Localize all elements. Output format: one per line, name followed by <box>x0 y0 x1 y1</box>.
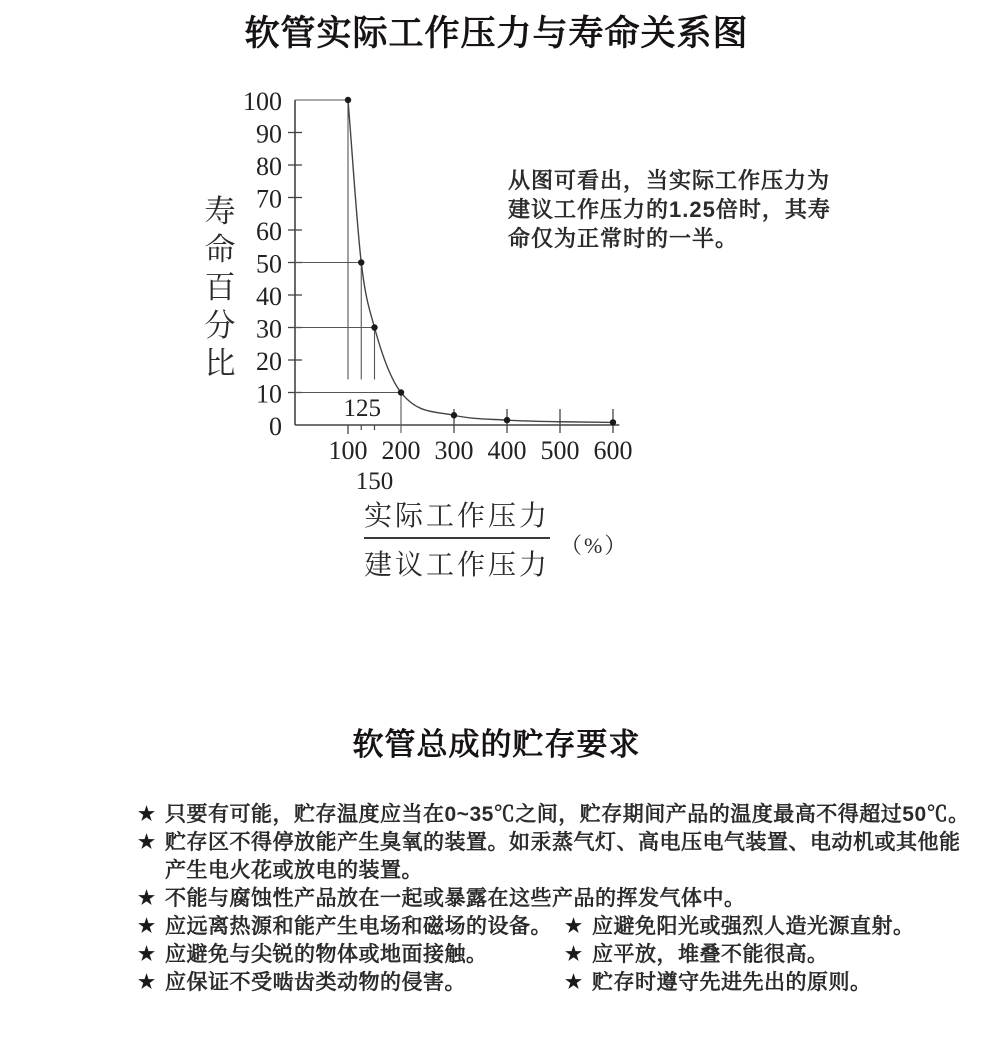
y-axis-title-char: 分 <box>204 308 236 343</box>
y-tick-label: 10 <box>256 379 282 409</box>
percent-unit: （%） <box>560 533 629 558</box>
star-bullet-icon: ★ <box>138 888 156 909</box>
y-tick-label: 50 <box>256 249 282 279</box>
data-point-dot <box>504 417 510 423</box>
bullet-text: 应保证不受啮齿类动物的侵害。 <box>165 971 466 994</box>
y-tick-label: 30 <box>256 314 282 344</box>
y-tick-label: 100 <box>243 87 282 116</box>
storage-requirements-list <box>138 801 970 997</box>
star-bullet-icon: ★ <box>565 944 583 965</box>
x-tick-label: 400 <box>487 436 527 465</box>
y-tick-label: 60 <box>256 217 282 246</box>
chart-canvas <box>180 80 700 550</box>
pressure-life-chart <box>180 80 700 550</box>
bullet-text: 贮存时遵守先进先出的原则。 <box>592 971 872 994</box>
list-item <box>138 829 961 856</box>
bullet-text: 应平放，堆叠不能很高。 <box>592 943 829 966</box>
annotation-line: 建议工作压力的1.25倍时，其寿 <box>508 197 831 222</box>
fraction-denominator: 建议工作压力 <box>364 550 551 581</box>
data-point-dot <box>358 259 364 265</box>
star-bullet-icon: ★ <box>138 916 156 937</box>
x-tick-label: 200 <box>381 436 421 465</box>
fraction-numerator: 实际工作压力 <box>364 501 551 532</box>
list-item-continuation <box>138 857 880 884</box>
fraction-bar <box>364 537 550 539</box>
bullet-text: 不能与腐蚀性产品放在一起或暴露在这些产品的挥发气体中。 <box>165 887 746 910</box>
y-tick-label: 90 <box>256 119 282 149</box>
list-item <box>565 941 915 968</box>
star-bullet-icon: ★ <box>565 916 583 937</box>
list-item <box>138 801 970 828</box>
pressure-ratio-label <box>362 494 628 583</box>
annotation-line: 从图可看出，当实际工作压力为 <box>508 168 831 193</box>
y-axis-title-char: 命 <box>204 232 236 267</box>
list-item <box>138 885 880 912</box>
y-tick-label: 20 <box>256 347 282 376</box>
x-tick-label: 100 <box>328 436 368 465</box>
list-item <box>138 913 565 940</box>
y-tick-label: 80 <box>256 152 282 181</box>
star-bullet-icon: ★ <box>138 972 156 993</box>
x-tick-label: 300 <box>434 436 474 465</box>
chart-annotation <box>508 166 908 253</box>
star-bullet-icon: ★ <box>138 804 156 825</box>
y-axis-title-char: 百 <box>204 270 236 305</box>
two-column-list <box>138 913 915 997</box>
storage-title: 软管总成的贮存要求 <box>352 727 641 762</box>
x-minor-tick-label: 150 <box>355 468 394 495</box>
bullet-text: 产生电火花或放电的装置。 <box>165 859 423 882</box>
page-title: 软管实际工作压力与寿命关系图 <box>244 14 749 53</box>
bullet-text: 只要有可能，贮存温度应当在0~35℃之间，贮存期间产品的温度最高不得超过50℃。 <box>165 803 970 826</box>
star-bullet-icon: ★ <box>138 832 156 853</box>
bullet-text: 应远离热源和能产生电场和磁场的设备。 <box>165 915 552 938</box>
list-item <box>565 913 915 940</box>
x-minor-tick-label: 125 <box>343 395 381 422</box>
list-item <box>138 969 565 996</box>
bullet-text: 应避免阳光或强烈人造光源直射。 <box>592 915 915 938</box>
star-bullet-icon: ★ <box>565 972 583 993</box>
pressure-ratio-fraction <box>362 494 552 583</box>
data-point-dot <box>451 412 457 418</box>
y-tick-label: 0 <box>269 412 282 441</box>
data-point-dot <box>345 97 351 103</box>
bullet-text: 应避免与尖锐的物体或地面接触。 <box>165 943 488 966</box>
data-point-dot <box>371 324 377 330</box>
list-item <box>565 969 915 996</box>
annotation-line: 命仅为正常时的一半。 <box>508 226 739 251</box>
y-tick-label: 70 <box>256 184 282 214</box>
x-tick-label: 600 <box>593 436 633 465</box>
star-bullet-icon: ★ <box>138 944 156 965</box>
bullet-text: 贮存区不得停放能产生臭氧的装置。如汞蒸气灯、高电压电气装置、电动机或其他能 <box>165 831 961 854</box>
y-tick-label: 40 <box>256 282 282 311</box>
data-point-dot <box>610 419 616 425</box>
list-item <box>138 941 565 968</box>
y-axis-title-char: 寿 <box>204 194 236 229</box>
data-point-dot <box>398 389 404 395</box>
x-tick-label: 500 <box>540 436 580 465</box>
y-axis-title-char: 比 <box>204 346 236 381</box>
life-curve <box>348 100 613 422</box>
